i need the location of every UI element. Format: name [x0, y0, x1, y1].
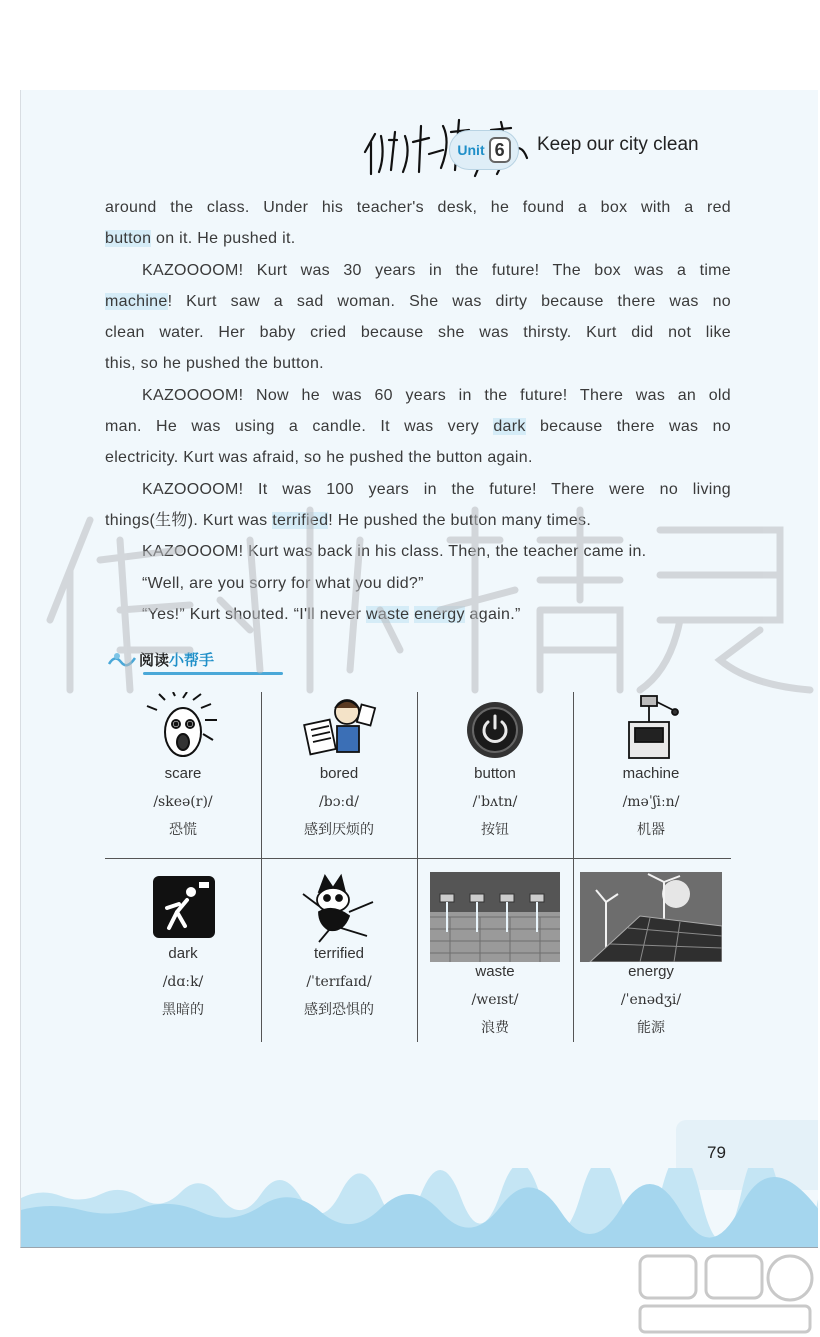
- site-watermark-logo: [630, 1248, 820, 1337]
- story-line: [105, 411, 731, 442]
- highlighted-vocab-word: button: [105, 230, 152, 248]
- vocab-item: [417, 692, 573, 862]
- running-taps-icon: [430, 872, 560, 962]
- vocab-chinese: 恐慌: [169, 822, 197, 838]
- vocab-chinese: 感到厌烦的: [304, 822, 374, 838]
- vocab-item: [261, 692, 417, 862]
- story-line: [105, 380, 731, 411]
- highlighted-vocab-word: terrified: [272, 511, 329, 529]
- vocab-word: button: [474, 765, 516, 782]
- vocab-phonetic: /dɑːk/: [162, 974, 204, 990]
- vocab-word: waste: [475, 963, 515, 980]
- dark-sign-icon: [143, 872, 223, 944]
- vocab-word: energy: [628, 963, 674, 980]
- vocab-item: [417, 872, 573, 1042]
- vocab-item: [573, 872, 729, 1042]
- story-text-segment: again.”: [464, 605, 521, 623]
- story-text-segment: on it. He pushed it.: [151, 230, 296, 248]
- story-line: [105, 317, 731, 348]
- vocab-item: [573, 692, 729, 862]
- highlighted-vocab-word: dark: [493, 418, 526, 436]
- story-text-segment: ! Kurt saw a sad woman. She was dirty because there was no: [167, 292, 731, 310]
- machine-icon: [611, 692, 691, 764]
- highlighted-vocab-word: waste: [366, 605, 410, 623]
- wave-footer-decoration: [21, 1168, 818, 1248]
- solar-wind-icon: [580, 872, 722, 962]
- story-text-segment: “Well, are you sorry for what you did?”: [142, 574, 424, 592]
- watermark: [20, 500, 820, 700]
- story-text-segment: things(生物). Kurt was: [105, 511, 273, 529]
- unit-label: Unit: [457, 142, 485, 158]
- story-line: [105, 442, 731, 473]
- helper-title-part1: 阅读: [139, 651, 170, 669]
- vocab-chinese: 黑暗的: [162, 1002, 204, 1018]
- vocab-item: [261, 872, 417, 1042]
- vocab-chinese: 机器: [637, 822, 665, 838]
- vocab-phonetic: /ˈbʌtn/: [472, 794, 518, 810]
- vocab-phonetic: /skeə(r)/: [153, 794, 213, 810]
- terrified-cat-icon: [289, 872, 389, 944]
- unit-number: 6: [489, 137, 511, 163]
- vocab-chinese: 浪费: [481, 1020, 509, 1036]
- story-text-segment: “Yes!” Kurt shouted. “I'll never: [142, 605, 367, 623]
- unit-badge: [449, 130, 519, 170]
- story-text-segment: electricity. Kurt was afraid, so he pushed the button again.: [105, 449, 533, 467]
- story-line: [105, 348, 731, 379]
- story-text-segment: KAZOOOOM! It was 100 years in the future! There were no living: [142, 480, 731, 498]
- story-text-segment: ! He pushed the button many times.: [328, 511, 592, 529]
- story-line: [105, 255, 731, 286]
- story-text-segment: KAZOOOOM! Kurt was 30 years in the future! The box was a time: [142, 261, 731, 279]
- vocab-word: bored: [319, 765, 359, 782]
- vocab-item: [105, 872, 261, 1042]
- vocab-word: terrified: [313, 945, 365, 962]
- story-text-segment: KAZOOOOM! Kurt was back in his class. Then, the teacher came in.: [142, 543, 647, 561]
- vocab-phonetic: /ˈterɪfaɪd/: [306, 974, 372, 990]
- story-line: [105, 223, 731, 254]
- bored-person-icon: [299, 692, 379, 764]
- vocab-phonetic: /weɪst/: [471, 992, 519, 1008]
- vocab-chinese: 感到恐惧的: [304, 1002, 374, 1018]
- story-text-segment: because there was no: [525, 418, 732, 436]
- vocab-item: [105, 692, 261, 862]
- story-text-segment: this, so he pushed the button.: [105, 355, 324, 373]
- page-number: 79: [707, 1143, 726, 1162]
- story-text-segment: man. He was using a candle. It was very: [105, 418, 494, 436]
- vocab-word: scare: [164, 765, 202, 782]
- vocab-word: machine: [622, 765, 680, 782]
- helper-title-part2: 小帮手: [169, 651, 215, 669]
- vocab-chinese: 能源: [637, 1020, 665, 1036]
- story-line: [105, 286, 731, 317]
- story-text-segment: KAZOOOOM! Now he was 60 years in the future! There was an old: [142, 386, 731, 404]
- vocab-phonetic: /məˈʃiːn/: [622, 794, 680, 810]
- vocab-chinese: 按钮: [481, 822, 509, 838]
- page-header: [21, 90, 818, 190]
- vocab-phonetic: /ˈenədʒi/: [620, 992, 682, 1008]
- story-text-segment: around the class. Under his teacher's desk, he found a box with a red: [105, 199, 731, 216]
- vocabulary-grid: [105, 692, 731, 1042]
- unit-title: Keep our city clean: [537, 134, 699, 155]
- highlighted-vocab-word: energy: [414, 605, 465, 623]
- vocab-phonetic: /bɔːd/: [319, 794, 359, 810]
- story-text-segment: clean water. Her baby cried because she was thirsty. Kurt did not like: [105, 324, 731, 342]
- scared-face-icon: [143, 692, 223, 764]
- power-button-icon: [455, 692, 535, 764]
- highlighted-vocab-word: machine: [105, 292, 168, 310]
- vocab-word: dark: [168, 945, 198, 962]
- story-line: [105, 192, 731, 223]
